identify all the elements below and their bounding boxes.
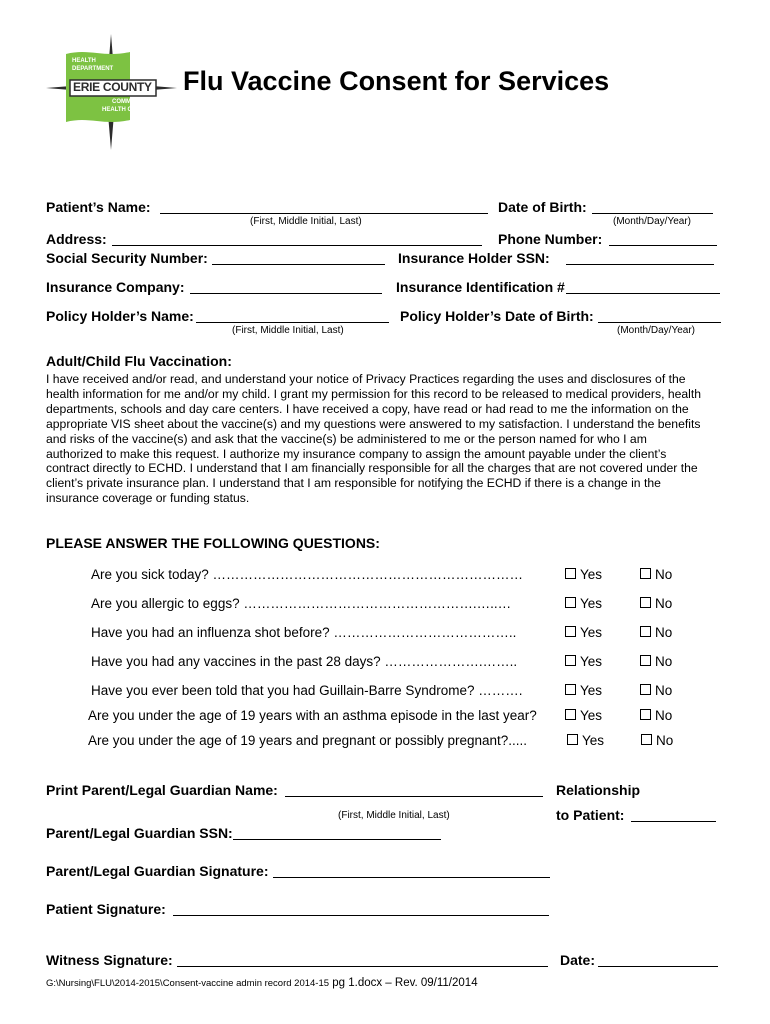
phone-label: Phone Number: — [498, 231, 603, 247]
dob-hint: (Month/Day/Year) — [613, 216, 691, 227]
checkbox-icon — [640, 655, 651, 666]
checkbox-icon — [640, 709, 651, 720]
guardian-name-label: Print Parent/Legal Guardian Name: — [46, 782, 278, 798]
ssn-field[interactable] — [212, 264, 385, 265]
date-field[interactable] — [598, 966, 718, 967]
guardian-name-hint: (First, Middle Initial, Last) — [338, 810, 450, 821]
erie-county-logo — [44, 32, 179, 152]
logo-text-department: DEPARTMENT — [72, 66, 114, 72]
relationship-label: Relationship — [556, 782, 641, 798]
checkbox-icon — [565, 655, 576, 666]
consent-line: contract directly to ECHD. I understand that I am financially responsible for all the charges that are not covered under the — [46, 461, 698, 476]
consent-paragraph — [46, 372, 736, 506]
no-label: No — [656, 733, 674, 748]
patient-name-label: Patient’s Name: — [46, 199, 151, 215]
patient-name-field[interactable] — [160, 213, 488, 214]
no-label: No — [655, 596, 673, 611]
yes-label: Yes — [580, 567, 603, 582]
holder-ssn-field[interactable] — [566, 264, 714, 265]
footer-revision: pg 1.docx – Rev. 09/11/2014 — [329, 977, 478, 989]
no-checkbox[interactable] — [640, 683, 672, 698]
guardian-signature-label: Parent/Legal Guardian Signature: — [46, 863, 269, 879]
yes-label: Yes — [582, 733, 605, 748]
insurance-id-field[interactable] — [566, 293, 720, 294]
phone-field[interactable] — [609, 245, 717, 246]
to-patient-label: to Patient: — [556, 807, 625, 823]
checkbox-icon — [640, 626, 651, 637]
question-recent-vaccines: Have you had any vaccines in the past 28 days? ………………….…….. — [91, 654, 518, 669]
logo-text-health: HEALTH — [72, 58, 96, 64]
holder-name-field[interactable] — [196, 322, 389, 323]
date-label: Date: — [560, 952, 596, 968]
footer-path: G:\Nursing\FLU\2014-2015\Consent-vaccine admin record 2014-15 — [46, 978, 330, 989]
consent-line: and risks of the vaccine(s) and ask that the vaccine(s) be administered to me or the person named for who I am — [46, 431, 647, 446]
logo-text-community: COMMUNITY — [112, 99, 149, 105]
question-guillain-barre: Have you ever been told that you had Guillain-Barre Syndrome? ………. — [91, 683, 523, 698]
consent-line: authorized to make this request. I authorize my insurance company to assign the amount payable under the client’s — [46, 446, 667, 461]
guardian-ssn-label: Parent/Legal Guardian SSN: — [46, 825, 233, 841]
ssn-label: Social Security Number: — [46, 250, 208, 266]
witness-signature-field[interactable] — [177, 966, 548, 967]
consent-line: client’s private insurance plan. I understand that I am responsible for notifying the ECHD if there is a change in the — [46, 476, 661, 491]
guardian-signature-field[interactable] — [273, 877, 550, 878]
checkbox-icon — [567, 734, 578, 745]
yes-checkbox[interactable] — [565, 654, 602, 669]
patient-signature-label: Patient Signature: — [46, 901, 166, 917]
no-label: No — [655, 567, 673, 582]
question-influenza-shot: Have you had an influenza shot before? ………………………………….. — [91, 625, 517, 640]
no-checkbox[interactable] — [640, 625, 672, 640]
consent-line: departments, schools and day care centers. I have received a copy, have read or had read to me the information on the — [46, 401, 689, 416]
address-field[interactable] — [112, 245, 482, 246]
question-sick-today: Are you sick today? …………………………………………………………… — [91, 567, 524, 582]
no-checkbox[interactable] — [640, 567, 672, 582]
yes-label: Yes — [580, 654, 603, 669]
checkbox-icon — [565, 597, 576, 608]
consent-line: insurance coverage or funding status. — [46, 491, 250, 506]
holder-name-label: Policy Holder’s Name: — [46, 308, 194, 324]
logo-text-erie-county: ERIE COUNTY — [73, 80, 152, 94]
yes-checkbox[interactable] — [565, 683, 602, 698]
page-title: Flu Vaccine Consent for Services — [183, 66, 610, 96]
no-checkbox[interactable] — [641, 733, 673, 748]
checkbox-icon — [640, 684, 651, 695]
checkbox-icon — [641, 734, 652, 745]
no-checkbox[interactable] — [640, 654, 672, 669]
checkbox-icon — [565, 684, 576, 695]
dob-field[interactable] — [592, 213, 713, 214]
insurance-id-label: Insurance Identification # — [396, 279, 565, 295]
consent-line: appropriate VIS sheet about the vaccine(s) and my questions were answered to my satisfaction. I understand the benefits — [46, 416, 701, 431]
question-egg-allergy: Are you allergic to eggs? …………………………………………….…..… — [91, 596, 512, 611]
no-checkbox[interactable] — [640, 596, 672, 611]
yes-checkbox[interactable] — [567, 733, 604, 748]
no-checkbox[interactable] — [640, 708, 672, 723]
dob-label: Date of Birth: — [498, 199, 587, 215]
holder-dob-hint: (Month/Day/Year) — [617, 325, 695, 336]
address-label: Address: — [46, 231, 107, 247]
checkbox-icon — [565, 568, 576, 579]
guardian-name-field[interactable] — [285, 796, 543, 797]
question-asthma: Are you under the age of 19 years with an asthma episode in the last year? — [88, 708, 537, 723]
yes-checkbox[interactable] — [565, 708, 602, 723]
consent-line: health information for me and/or my child. I grant my permission for this record to be released to medical providers, health — [46, 386, 702, 401]
checkbox-icon — [640, 568, 651, 579]
questions-heading: PLEASE ANSWER THE FOLLOWING QUESTIONS: — [46, 535, 380, 551]
checkbox-icon — [565, 709, 576, 720]
no-label: No — [655, 654, 673, 669]
yes-label: Yes — [580, 625, 603, 640]
yes-checkbox[interactable] — [565, 625, 602, 640]
holder-ssn-label: Insurance Holder SSN: — [398, 250, 550, 266]
no-label: No — [655, 708, 673, 723]
witness-signature-label: Witness Signature: — [46, 952, 173, 968]
yes-label: Yes — [580, 683, 603, 698]
holder-dob-field[interactable] — [598, 322, 721, 323]
consent-line: I have received and/or read, and understand your notice of Privacy Practices regarding the uses and disclosures of the — [46, 372, 686, 386]
checkbox-icon — [565, 626, 576, 637]
insurance-company-label: Insurance Company: — [46, 279, 185, 295]
guardian-ssn-field[interactable] — [233, 839, 441, 840]
yes-checkbox[interactable] — [565, 596, 602, 611]
insurance-company-field[interactable] — [190, 293, 382, 294]
no-label: No — [655, 625, 673, 640]
footer-file-path — [46, 977, 478, 989]
relationship-field[interactable] — [631, 821, 716, 822]
holder-name-hint: (First, Middle Initial, Last) — [232, 325, 344, 336]
yes-label: Yes — [580, 596, 603, 611]
yes-checkbox[interactable] — [565, 567, 602, 582]
yes-label: Yes — [580, 708, 603, 723]
checkbox-icon — [640, 597, 651, 608]
logo-text-health-center: HEALTH CENTER — [102, 107, 153, 113]
no-label: No — [655, 683, 673, 698]
holder-dob-label: Policy Holder’s Date of Birth: — [400, 308, 594, 324]
patient-signature-field[interactable] — [173, 915, 549, 916]
patient-name-hint: (First, Middle Initial, Last) — [250, 216, 362, 227]
consent-heading: Adult/Child Flu Vaccination: — [46, 353, 232, 369]
question-pregnant: Are you under the age of 19 years and pregnant or possibly pregnant?..... — [88, 733, 528, 748]
